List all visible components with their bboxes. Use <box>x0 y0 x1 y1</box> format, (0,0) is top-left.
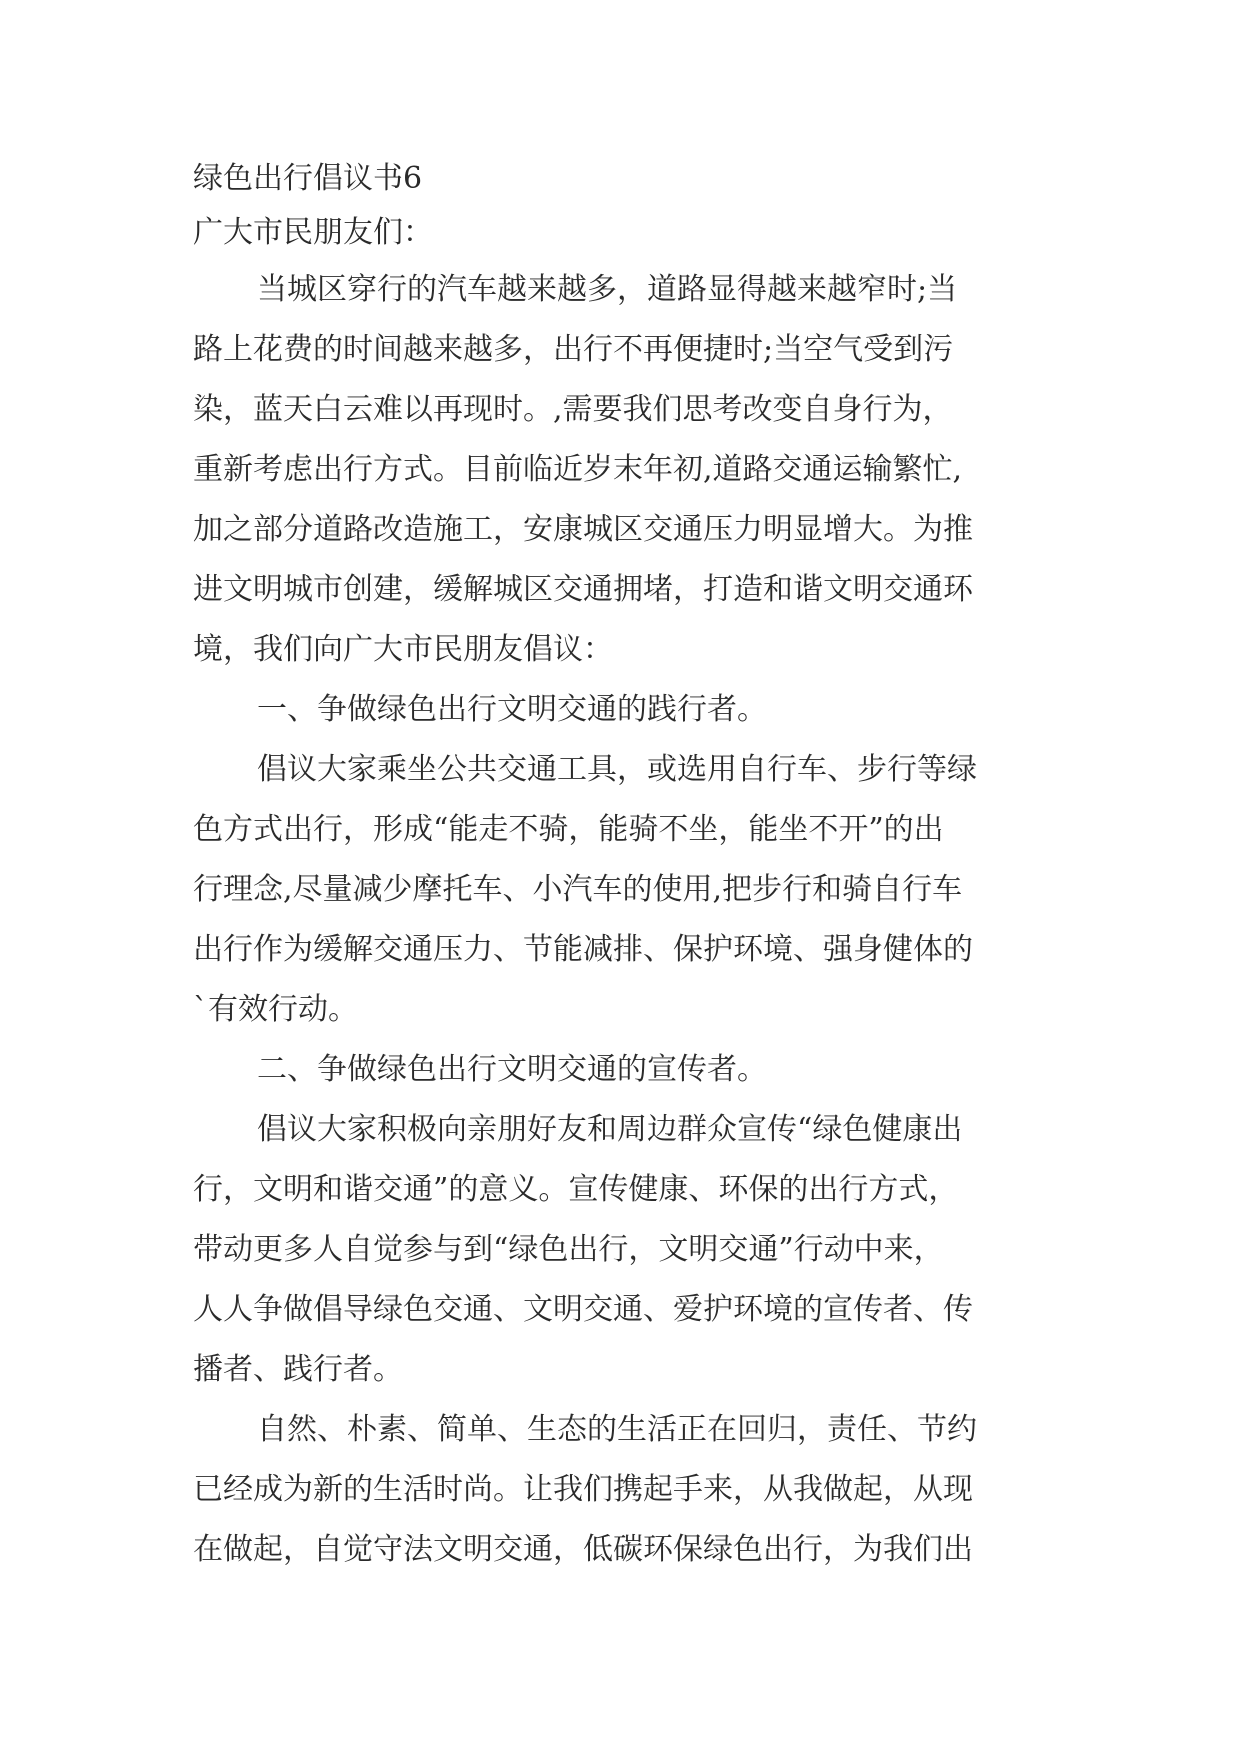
paragraph-2-line-5: `有效行动。 <box>193 992 358 1027</box>
paragraph-3-line-4: 人人争做倡导绿色交通、文明交通、爱护环境的宣传者、传 <box>193 1292 973 1327</box>
paragraph-1-line-7: 境，我们向广大市民朋友倡议： <box>193 632 613 667</box>
salutation: 广大市民朋友们： <box>193 215 433 250</box>
paragraph-1-line-6: 进文明城市创建，缓解城区交通拥堵，打造和谐文明交通环 <box>193 572 973 607</box>
paragraph-4-line-2: 已经成为新的生活时尚。让我们携起手来，从我做起，从现 <box>193 1472 973 1507</box>
paragraph-2-line-4: 出行作为缓解交通压力、节能减排、保护环境、强身健体的 <box>193 932 973 967</box>
paragraph-1-line-5: 加之部分道路改造施工，安康城区交通压力明显增大。为推 <box>193 512 973 547</box>
document-body <box>193 152 1063 1580</box>
paragraph-3-line-2: 行，文明和谐交通”的意义。宣传健康、环保的出行方式， <box>193 1172 959 1207</box>
paragraph-3-line-3: 带动更多人自觉参与到“绿色出行，文明交通”行动中来， <box>193 1232 944 1267</box>
paragraph-4-line-1: 自然、朴素、简单、生态的生活正在回归，责任、节约 <box>257 1412 977 1447</box>
paragraph-3-line-5: 播者、践行者。 <box>193 1352 403 1387</box>
paragraph-4-line-3: 在做起，自觉守法文明交通，低碳环保绿色出行，为我们出 <box>193 1532 973 1567</box>
paragraph-1-line-2: 路上花费的时间越来越多，出行不再便捷时;当空气受到污 <box>193 332 954 367</box>
paragraph-2-line-1: 倡议大家乘坐公共交通工具，或选用自行车、步行等绿 <box>257 752 977 787</box>
section-heading-2: 二、争做绿色出行文明交通的宣传者。 <box>257 1052 767 1087</box>
paragraph-2-line-2: 色方式出行，形成“能走不骑，能骑不坐，能坐不开”的出 <box>193 812 944 847</box>
paragraph-1-line-3: 染，蓝天白云难以再现时。,需要我们思考改变自身行为， <box>193 392 953 427</box>
document-title: 绿色出行倡议书6 <box>193 161 423 196</box>
section-heading-1: 一、争做绿色出行文明交通的践行者。 <box>257 692 767 727</box>
paragraph-1-line-4: 重新考虑出行方式。目前临近岁末年初,道路交通运输繁忙, <box>193 452 963 487</box>
paragraph-2-line-3: 行理念,尽量减少摩托车、小汽车的使用,把步行和骑自行车 <box>193 872 963 907</box>
paragraph-1-line-1: 当城区穿行的汽车越来越多，道路显得越来越窄时;当 <box>257 272 958 307</box>
paragraph-3-line-1: 倡议大家积极向亲朋好友和周边群众宣传“绿色健康出 <box>257 1112 963 1147</box>
